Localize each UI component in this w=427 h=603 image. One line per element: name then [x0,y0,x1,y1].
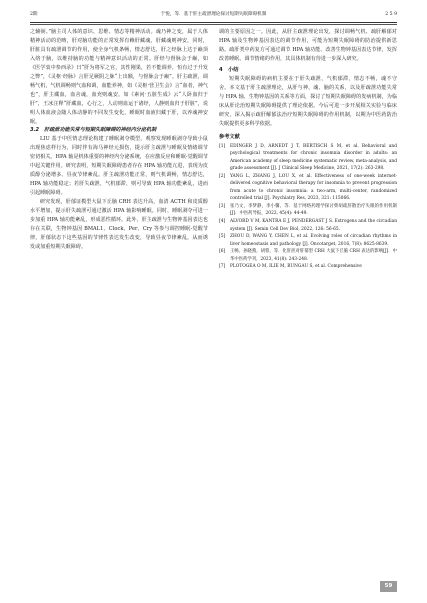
body-paragraph: 调的主要原因之一。因此，从肝主疏泄理论出发，探讨调畅气机、疏肝解郁对 HPA 轴及生物钟基因表达的调节作用，可能为短期失眠障碍的防治提供新思路。疏肝类中药复方可通过调节 HPA 轴功能、改善生物钟基因表达节律，发挥改善睡眠、调节情绪的作用，其具体机制有待进一步深入研究。 [219,29,397,62]
right-column [219,28,397,271]
left-column [30,28,208,252]
section-heading: 4 小结 [219,66,239,73]
body-paragraph: 之辅弼。”脑主司人体的意识、思维、情志等精神活动。魂乃神之变，属于人体精神活动的范畴，肝对脑功能的正常发挥有赖肝藏魂，肝藏魂则神安，同时，肝脏具有疏泄调节的作用，使全身气机条畅，情志舒达，肝之经脉上达于巅顶入络于脑，以维持脑的功能与精神意识活动的正常。肝经与督脉会于巅，如《医学衷中参西录》曰“肝为将军之官，其性刚果，若不能调养，恒有过于升发之弊”，《灵枢·经脉》言肝足厥阴之脉“上出额，与督脉会于巅”。肝主疏泄，调畅气机，气机调畅则气血和调，血能养神，如《灵枢·营卫生会》言“血者，神气也”，肝主藏血，血舍魂，血充则魂安。如《素问·五脏生成》云“人卧血归于肝”，王冰注释“肝藏血，心行之，人动则血运于诸经，人静则血归于肝脏”，说明人体血液会随人体动静的不同发生变化，睡眠时血液归藏于肝，以养魂神安眠。 [30,29,208,125]
reference-item: [6] 王畅，孙晓燕，胡蓉，等．化肝煎对肝郁型 CRH 大鼠下丘脑 CRH 表达的影响[J]．中华中医药学刊，2023, 41(8): 243-248. [219,249,397,262]
header-page-label: 2 5 9 [385,12,397,17]
reference-item: [5] ZHOU D, WANG Y, CHEN L, et al. Evolving roles of circadian rhythms in liver homeostasis and pathology [J]. Oncotarget, 2016, 7(8): 8625-8639. [219,234,397,247]
issue-label: 2期 [30,12,38,17]
reference-item: [4] ALVORD V M, KANTRA E J, PENDERGAST J S. Estrogens and the circadian system [J]. Semin Cell Dev Biol, 2022, 126: 56-65. [219,219,397,232]
reference-item: [7] PLOTOGEA O M, ILIE M, BUNGAU S, et al. Comprehensive [219,264,362,270]
reference-item: [1] EDINGER J D, ARNEDT J T, BERTISCH S M, et al. Behavioral and psychological treatments for chronic insomnia disorder in adults: an American academy of sleep medicine systematic review, meta-analysis, and grade assessment [J]. J Clinical Sleep Medicine, 2021, 17(2): 263-298. [219,143,397,172]
running-header [30,9,397,21]
reference-item: [2] YANG L, ZHANG J, LOU X, et al. Effectiveness of one-week internet-delivered cognitive behavioral therapy for insomnia to prevent progression from acute to chronic insomnia: a two-arm, multi-center, randomized controlled trial [J]. Psychiatry Res, 2023, 321: 115066. [219,173,397,202]
section-heading: 3.2 肝疏泄功能失常与短期失眠障碍的神经内分泌机制 [30,127,157,134]
running-title: 于悦，等．基于肝主疏泄理论探讨短期失眠障碍机制 [160,12,267,17]
reference-item: [3] 张乃文，李梦静，李小馨，等．基于网络药理学探讨柴胡疏肝散治疗失眠的作用机制[J]．中医药导报，2022, 45(4): 44-49. [219,203,397,217]
body-paragraph: 短期失眠障碍的病机主要在于肝失疏泄，气机郁滞，情志不畅，魂不守舍。本文基于肝主疏泄理论，从肝与神、魂、脑的关系，以及肝疏泄功能失常与 HPA 轴、生物钟基因的关系等方面，探讨了短期失眠障碍的发病机制，为临床从肝论治短期失眠障碍提供了理论依据。今后可进一步开展相关实验与临床研究，深入揭示疏肝解郁法治疗短期失眠障碍的作用机制，以期为中医药防治失眠提供更多科学依据。 [219,75,397,127]
body-paragraph: 研究发现，肝郁证模型大鼠下丘脑 CRH 表达升高，血清 ACTH 和皮质醇水平增加，提示肝失疏泄可通过激活 HPA 轴影响睡眠。同时，睡眠剥夺可进一步加重 HPA 轴功能紊乱，形成恶性循环。此外，肝主疏泄与生物钟基因表达也存在关联，生物钟基因 BMAL1、Clock、Per、Cry 等参与调控睡眠-觉醒节律，肝郁状态下这些基因的节律性表达发生改变，导致昼夜节律紊乱，从而诱发或加重短期失眠障碍。 [30,199,208,250]
reference-list [219,143,397,271]
body-paragraph: LIU 基于中医情志理论构建了睡眠剥夺模型，观察发现睡眠剥夺导致小鼠出现焦虑样行为，同时伴有海马神经元损伤，提示肝主疏泄与睡眠及情绪调节密切相关。HPA 轴是机体重要的神经内分泌系统，在应激反应和睡眠-觉醒调节中起关键作用。研究表明，短期失眠障碍患者存在 HPA 轴功能亢进，表现为皮质醇分泌增多、昼夜节律紊乱。肝主疏泄功能正常，则气机调畅，情志舒达，HPA 轴功能稳定；若肝失疏泄，气机郁滞，则可导致 HPA 轴功能紊乱，进而引起睡眠障碍。 [30,136,208,197]
references-heading: 参考文献 [219,133,240,140]
page-number-badge: 59 [380,581,397,592]
header-rule-thin [30,24,397,25]
